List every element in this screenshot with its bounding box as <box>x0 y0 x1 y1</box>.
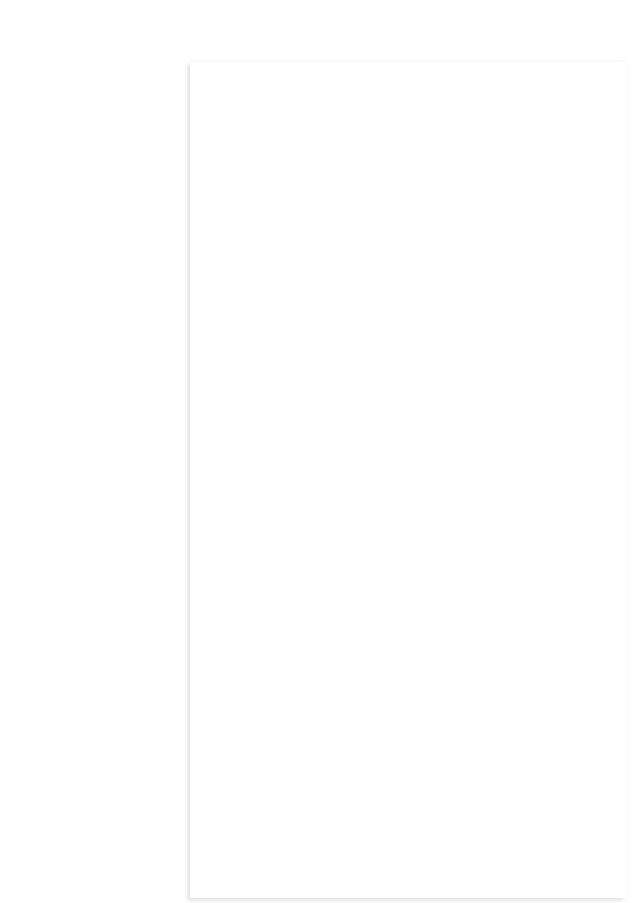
document-content <box>210 70 506 88</box>
document-page <box>190 62 626 898</box>
